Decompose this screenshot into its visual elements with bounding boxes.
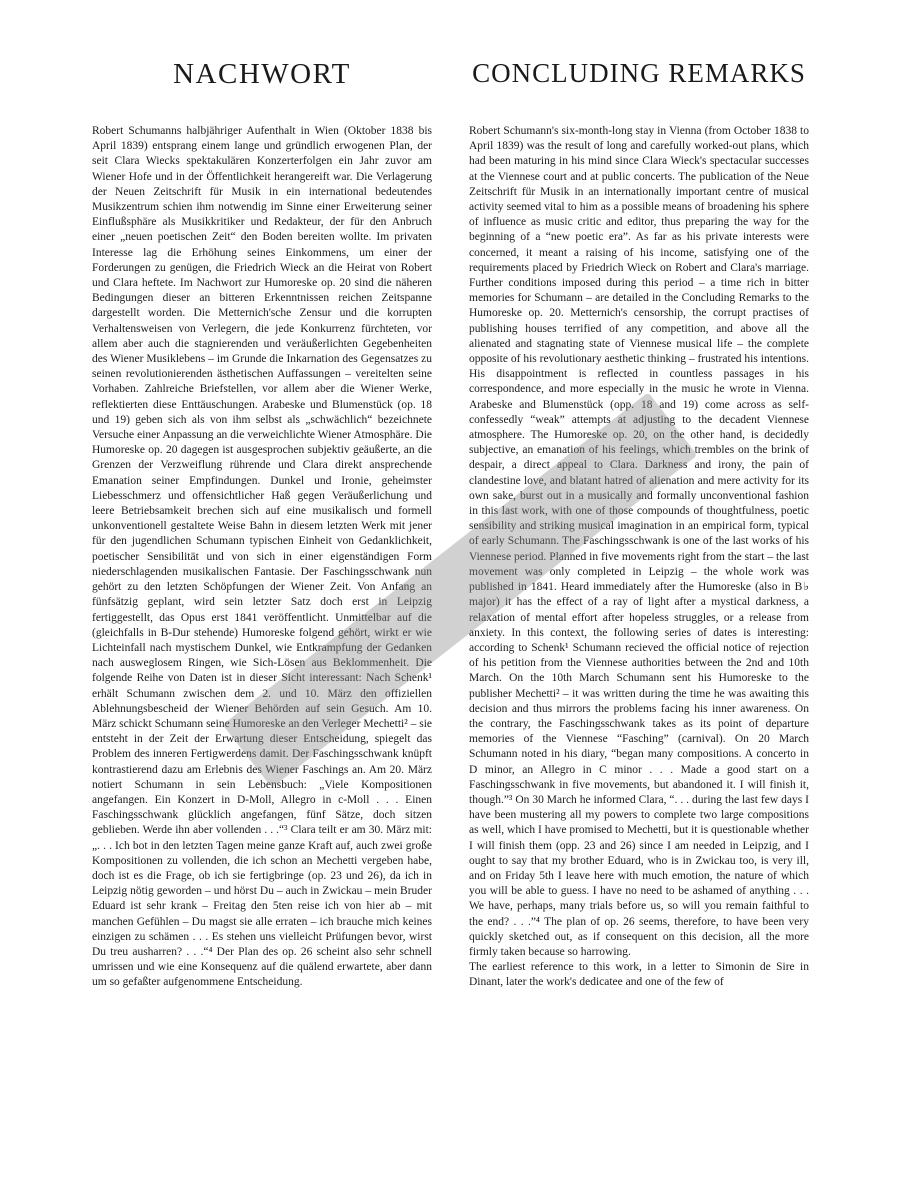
german-paragraph: Robert Schumanns halbjähriger Aufenthalt in Wien (Oktober 1838 bis April 1839) entsprang einem lange und gründlich erwogenen Plan, der seit Clara Wiecks spektakulären Konzerterfolgen ein Jahr zuvor am Wiener Hofe und in der Öffentlichkeit herangereift war. Die Verlagerung der Neuen Zeitschrift für Musik in ein international bedeutendes Musikzentrum schien ihm notwendig im Sinne einer Erweiterung seiner Einflußsphäre als Musikkritiker und Redakteur, der für den Anbruch einer „neuen poetischen Zeit“ den Boden bereiten wollte. Im privaten Interesse lag die Erhöhung seines Einkommens, um einer der Forderungen zu genügen, die Friedrich Wieck an die Heirat von Robert und Clara heftete. Im Nachwort zur Humoreske op. 20 sind die näheren Bedingungen dieser an bitteren Erkenntnissen reichen Zeitspanne dargestellt worden. Die Metternich'sche Zensur und die korrupten Verhaltensweisen von Verlegern, die jede Konkurrenz fürchteten, vor allem aber auch die stagnierenden und veräußerlichten Gegebenheiten des Wiener Musiklebens – im Grunde die Inkarnation des Gegensatzes zu seinen revolutionierenden ästhetischen Auffassungen – vereitelten seine Vorhaben. Zahlreiche Briefstellen, vor allem aber die Wiener Werke, reflektierten diese Enttäuschungen. Arabeske und Blumenstück (op. 18 und 19) geben sich als von ihm selbst als „schwächlich“ bezeichnete Versuche einer Anpassung an die verweichlichte Wiener Atmosphäre. Die Humoreske op. 20 dagegen ist ausgesprochen subjektiv geäußerte, an die Grenzen der Verzweiflung rührende und Clara direkt ansprechende Emanation seiner Empfindungen. Dunkel und Ironie, geheimster Liebesschmerz und offensichtlicher Haß gegen Veräußerlichung und leere Betriebsamkeit brechen sich auf eine musikalisch und formell unkonventionell gestaltete Weise Bahn in diesem letzten Werk mit jener für den jugendlichen Schumann typischen Einheit von Gedanklichkeit, poetischer Sensibilität und von sich in einer eigenständigen Form niederschlagenden musikalischen Fantasie. Der Faschingsschwank nun gehört zu den letzten Schöpfungen der Wiener Zeit. Von Anfang an fünfsätzig geplant, wird sein letzter Satz doch erst in Leipzig fertiggestellt, das Opus erst 1841 veröffentlicht. Unmittelbar auf die (gleichfalls in B-Dur stehende) Humoreske folgend gehört, wirkt er wie Lichteinfall nach mystischem Dunkel, wie Entkrampfung der Gedanken nach ausweglosem Ringen, wie Sich-Lösen aus Beklommenheit. Die folgende Reihe von Daten ist in dieser Sicht interessant: Nach Schenk¹ erhält Schumann zwischen dem 2. und 10. März den offiziellen Ablehnungsbescheid der Wiener Behörden auf sein Gesuch. Am 10. März schickt Schumann seine Humoreske an den Verleger Mechetti² – sie entsteht in der Zeit der Erwartung dieser Entscheidung, spiegelt das Problem des inneren Fertigwerdens damit. Der Faschingsschwank knüpft kontrastierend dazu am Erlebnis des Wiener Faschings an. Am 20. März notiert Schumann in sein Lebensbuch: „Viele Kompositionen angefangen. Ein Konzert in D-Moll, Allegro in c-Moll . . . Einen Faschingsschwank glücklich angefangen, fünf Sätze, doch sitzen geblieben. Werde ihn aber vollenden . . .“³ Clara teilt er am 30. März mit: „. . . Ich bot in den letzten Tagen meine ganze Kraft auf, auch zwei große Kompositionen zu vollenden, die ich schon an Mechetti vergeben habe, doch ist es die Frage, ob ich sie fertigbringe (op. 23 und 26), da ich in Leipzig nötig geworden – und hörst Du – auch in Zwickau – mein Bruder Eduard ist sehr krank – Freitag den 5ten reise ich von hier ab – mit manchen Gefühlen – Du magst sie alle erraten – ich brauche mich keines einzigen zu schämen . . . Es stehen uns vielleicht Prüfungen bevor, wirst Du treu ausharren? . . .“⁴ Der Plan des op. 26 scheint also sehr schnell umrissen und wie eine Konsequenz auf die quälend erwartete, aber dann um so gefaßter aufgenommene Entscheidung.: [92, 125, 432, 989]
page-title-german: NACHWORT: [173, 58, 351, 90]
english-paragraph: The earliest reference to this work, in a letter to Simonin de Sire in Dinant, later the work's dedicatee and one of the few of: [469, 961, 809, 989]
page-title-english: CONCLUDING REMARKS: [472, 58, 806, 88]
german-body: [92, 124, 432, 991]
english-paragraph: Robert Schumann's six-month-long stay in Vienna (from October 1838 to April 1839) was the result of long and carefully worked-out plans, which had been maturing in his mind since Clara Wieck's spectacular successes at the Viennese court and at public concerts. The publication of the Neue Zeitschrift für Musik in an internationally important centre of musical activity seemed vital to him as a possible means of broadening his sphere of influence as music critic and editor, thus preparing the way for the beginning of a “new poetic era”. As far as his private interests were concerned, it meant a raising of his income, satisfying one of the requirements placed by Friedrich Wieck on Robert and Clara's marriage. Further conditions imposed during this period – a time rich in bitter memories for Schumann – are detailed in the Concluding Remarks to the Humoreske op. 20. Metternich's censorship, the corrupt practises of publishing houses terrified of any competition, and above all the alienated and stagnating state of Viennese musical life – the complete opposite of his revolutionary aesthetic thinking – frustrated his intentions. His disappointment is reflected in countless passages in his correspondence, and more especially in the music he wrote in Vienna. Arabeske and Blumenstück (opp. 18 and 19) come across as self-confessedly “weak” attempts at adjusting to the decadent Viennese atmosphere. The Humoreske op. 20, on the other hand, is decidedly subjective, an emanation of his feelings, which trembles on the brink of despair, a direct appeal to Clara. Darkness and irony, the pain of clandestine love, and blatant hatred of alienation and mere activity for its own sake, burst out in a musically and formally unconventional fashion in this last work, with one of those compounds of thoughtfulness, poetic sensibility and striking musical imagination in an empirical form, typical of early Schumann. The Faschingsschwank is one of the last works of his Viennese period. Planned in five movements right from the start – the last movement was only completed in Leipzig – the whole work was published in 1841. Heard immediately after the Humoreske (also in B♭ major) it has the effect of a ray of light after a mystical darkness, a relaxation of mental effort after hopeless struggles, or a release from anxiety. In this context, the following series of dates is interesting: according to Schenk¹ Schumann recieved the official notice of rejection of his petition from the Viennese authorities between the 2nd and 10th March. On the 10th March Schumann sent his Humoreske to the publisher Mechetti² – it was written during the time he was awaiting this decision and thus mirrors the problems facing his inner awareness. On the contrary, the Faschingsschwank takes as its point of departure memories of the Viennese “Fasching” (carnival). On 20 March Schumann noted in his diary, “began many compositions. A concerto in D minor, an Allegro in C minor . . . Made a good start on a Faschingsschwank in five movements, but abandoned it. I will finish it, though.”³ On 30 March he informed Clara, “. . . during the last few days I have been mustering all my powers to complete two large compositions as well, which I have promised to Mechetti, but it is questionable whether I will finish them (opp. 23 and 26) since I am needed in Leipzig, and I ought to say that my brother Eduard, who is in Zwickau too, is very ill, and on Friday 5th I leave here with much emotion, the nature of which you will be able to guess. I have no need to be ashamed of anything . . . We have, perhaps, many trials before us, so will you remain faithful to the end? . . .”⁴ The plan of op. 26 seems, therefore, to have been very quickly sketched out, as if consequent on this decision, all the more firmly taken because so harrowing.: [469, 125, 809, 958]
english-body: [469, 124, 809, 991]
